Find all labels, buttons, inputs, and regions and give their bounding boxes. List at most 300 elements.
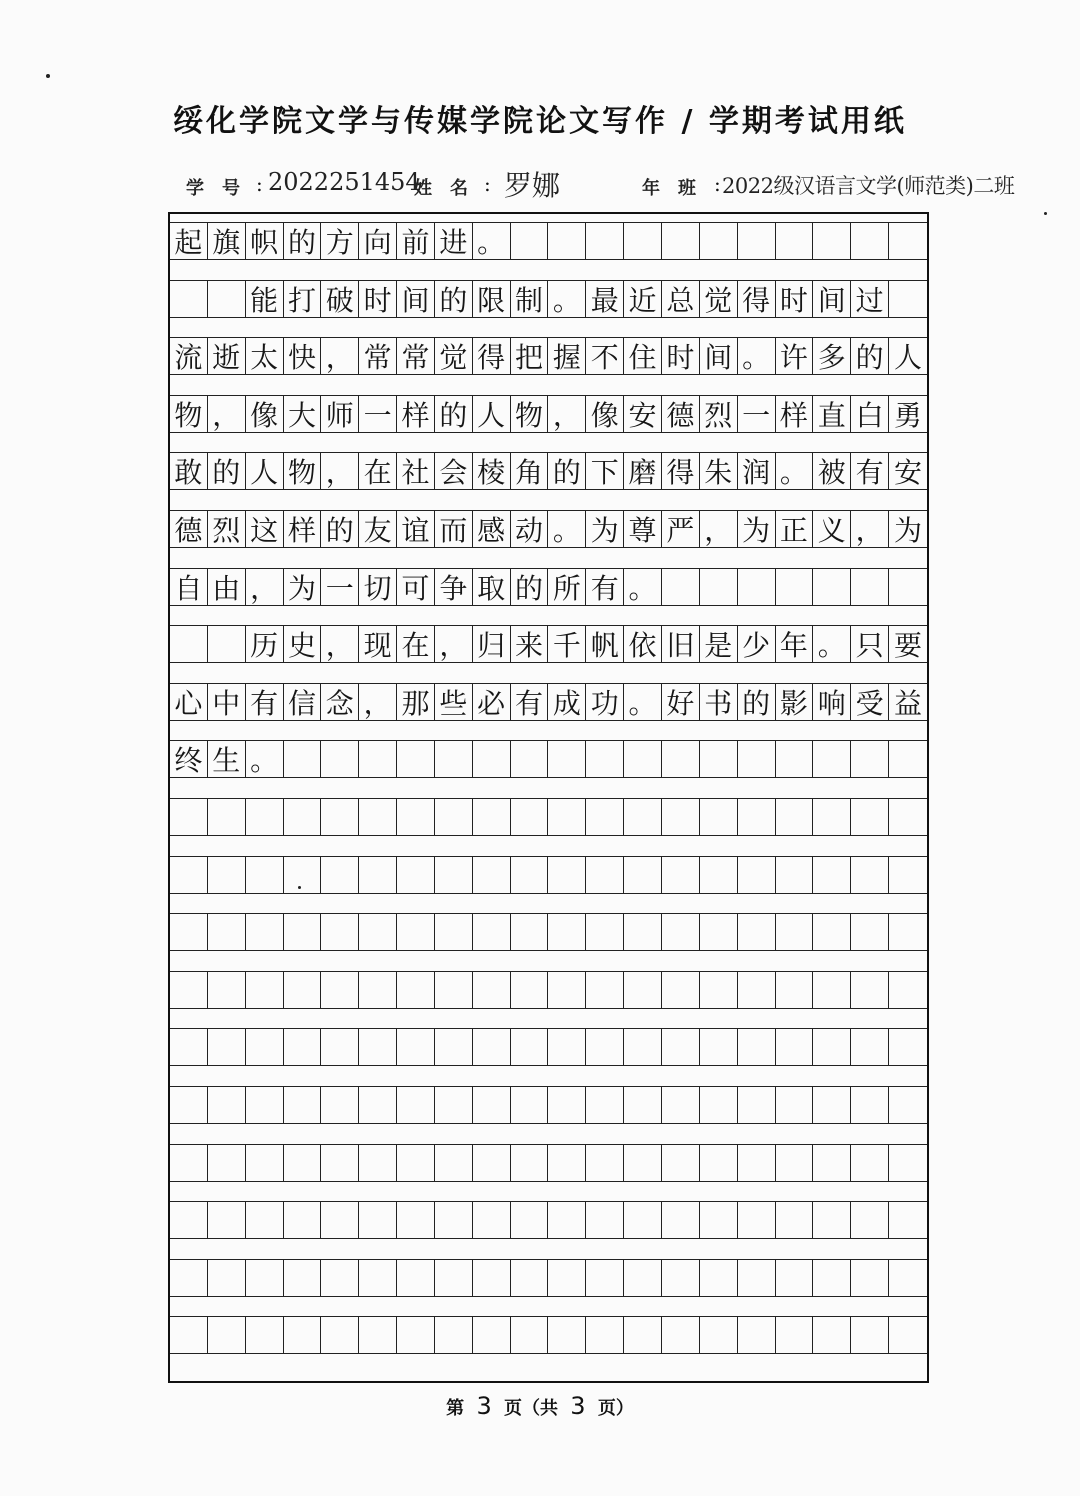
- grid-cell: [284, 1029, 322, 1065]
- grid-cell: [397, 914, 435, 950]
- grid-cell: [246, 914, 284, 950]
- grid-cell: [321, 1260, 359, 1296]
- grid-cell: [776, 223, 814, 259]
- grid-cell: 人: [473, 396, 511, 432]
- grid-cell: [246, 1145, 284, 1181]
- grid-cell: 多: [813, 338, 851, 374]
- grid-cell: 一: [321, 569, 359, 605]
- grid-cell: 一: [359, 396, 397, 432]
- grid-cell: [700, 1260, 738, 1296]
- grid-cell: 为: [586, 511, 624, 547]
- grid-cell: 方: [321, 223, 359, 259]
- grid-cell: 有: [511, 684, 549, 720]
- grid-cell: [776, 1260, 814, 1296]
- grid-cell: 德: [170, 511, 208, 547]
- page-number: 3: [476, 1392, 492, 1420]
- grid-cell: 信: [284, 684, 322, 720]
- grid-cell: [700, 569, 738, 605]
- grid-cell: [738, 799, 776, 835]
- grid-cell: [662, 914, 700, 950]
- grid-cell: [889, 799, 927, 835]
- grid-cell: [321, 972, 359, 1008]
- grid-cell: [851, 1317, 889, 1353]
- grid-cell: 些: [435, 684, 473, 720]
- grid-cell: 时: [359, 281, 397, 317]
- grid-cell: [321, 741, 359, 777]
- grid-cell: [284, 1087, 322, 1123]
- grid-cell: [851, 1029, 889, 1065]
- grid-cell: 千: [548, 626, 586, 662]
- grid-cell: [208, 1145, 246, 1181]
- grid-cell: [511, 1202, 549, 1238]
- grid-cell: 间: [813, 281, 851, 317]
- grid-cell: [397, 1202, 435, 1238]
- grid-cell: [776, 857, 814, 893]
- grid-cell: 样: [284, 511, 322, 547]
- grid-cell: [511, 1087, 549, 1123]
- grid-cell: [359, 799, 397, 835]
- grid-cell: 大: [284, 396, 322, 432]
- grid-row: [170, 1086, 927, 1124]
- grid-row: [170, 971, 927, 1009]
- grid-cell: [548, 972, 586, 1008]
- grid-cell: [851, 1202, 889, 1238]
- scan-speck: [46, 74, 50, 78]
- grid-cell: 尊: [624, 511, 662, 547]
- grid-cell: [738, 223, 776, 259]
- page-title: 绥化学院文学与传媒学院论文写作 / 学期考试用纸: [173, 104, 907, 139]
- grid-cell: [813, 857, 851, 893]
- grid-cell: 必: [473, 684, 511, 720]
- grid-cell: 把: [511, 338, 549, 374]
- grid-cell: [170, 626, 208, 662]
- grid-cell: [889, 857, 927, 893]
- grid-cell: 有: [246, 684, 284, 720]
- grid-cell: 能: [246, 281, 284, 317]
- grid-row: [170, 395, 927, 433]
- grid-cell: 安: [893, 456, 922, 490]
- grid-row: [170, 625, 927, 663]
- grid-cell: 旧: [662, 626, 700, 662]
- grid-cell: 心: [170, 684, 208, 720]
- name-value: 罗娜: [504, 169, 561, 202]
- grid-cell: [813, 1260, 851, 1296]
- grid-cell: [813, 972, 851, 1008]
- grid-cell: [397, 799, 435, 835]
- grid-cell: 好: [662, 684, 700, 720]
- grid-cell: [889, 569, 927, 605]
- grid-cell: [662, 857, 700, 893]
- grid-cell: 的: [511, 569, 549, 605]
- grid-cell: 在: [397, 626, 435, 662]
- grid-cell: 觉: [435, 338, 473, 374]
- colon: :: [714, 172, 721, 196]
- grid-cell: [473, 1260, 511, 1296]
- grid-cell: 制: [511, 281, 549, 317]
- grid-cell: [851, 223, 889, 259]
- grid-cell: [208, 1087, 246, 1123]
- grid-cell: [435, 1317, 473, 1353]
- grid-cell: 德: [662, 396, 700, 432]
- grid-cell: 自: [170, 569, 208, 605]
- grid-cell: [170, 1145, 208, 1181]
- grid-cell: [511, 1260, 549, 1296]
- grid-cell: [397, 972, 435, 1008]
- grid-cell: [586, 857, 624, 893]
- grid-cell: 。: [624, 569, 662, 605]
- grid-cell: [889, 1145, 927, 1181]
- grid-cell: [170, 914, 208, 950]
- grid-cell: 总: [662, 281, 700, 317]
- grid-cell: [586, 223, 624, 259]
- grid-cell: [321, 1029, 359, 1065]
- grid-cell: [738, 741, 776, 777]
- grid-cell: [889, 741, 927, 777]
- grid-cell: 历: [246, 626, 284, 662]
- grid-cell: [321, 1087, 359, 1123]
- grid-cell: [435, 1260, 473, 1296]
- grid-cell: 感: [473, 511, 511, 547]
- grid-row: [170, 740, 927, 778]
- grid-cell: [548, 223, 586, 259]
- grid-cell: [246, 1317, 284, 1353]
- grid-cell: 像: [586, 396, 624, 432]
- grid-cell: 只: [851, 626, 889, 662]
- grid-cell: [813, 1087, 851, 1123]
- student-id-value: 2022251454: [268, 168, 421, 196]
- grid-cell: 许: [776, 338, 814, 374]
- grid-cell: [624, 1317, 662, 1353]
- grid-cell: ，: [435, 626, 473, 662]
- grid-cell: [889, 1202, 927, 1238]
- grid-cell: [624, 857, 662, 893]
- grid-cell: 功: [586, 684, 624, 720]
- grid-cell: 帜: [246, 223, 284, 259]
- grid-cell: 常: [397, 338, 435, 374]
- grid-cell: [738, 857, 776, 893]
- grid-cell: [889, 1029, 927, 1065]
- grid-cell: [548, 741, 586, 777]
- grid-cell: 逝: [208, 338, 246, 374]
- grid-cell: 旗: [208, 223, 246, 259]
- grid-cell: [548, 1260, 586, 1296]
- grid-cell: [738, 972, 776, 1008]
- grid-row: [170, 510, 927, 548]
- grid-cell: 。: [738, 338, 776, 374]
- grid-cell: [662, 569, 700, 605]
- grid-cell: [851, 741, 889, 777]
- grid-cell: 常: [359, 338, 397, 374]
- grid-cell: [700, 1029, 738, 1065]
- grid-cell: 成: [548, 684, 586, 720]
- grid-cell: [284, 972, 322, 1008]
- grid-cell: 间: [397, 281, 435, 317]
- grid-cell: [813, 569, 851, 605]
- grid-cell: [511, 223, 549, 259]
- grid-cell: [473, 914, 511, 950]
- grid-cell: 在: [359, 453, 397, 489]
- grid-row: [170, 798, 927, 836]
- grid-cell: 谊: [397, 511, 435, 547]
- grid-cell: [511, 1145, 549, 1181]
- grid-cell: ，: [359, 684, 397, 720]
- grid-cell: 的: [548, 453, 586, 489]
- grid-cell: [208, 626, 246, 662]
- grid-cell: 少: [738, 626, 776, 662]
- grid-cell: 义: [813, 511, 851, 547]
- grid-cell: [776, 1029, 814, 1065]
- grid-cell: [208, 1317, 246, 1353]
- class-value: 2022级汉语言文学(师范类)二班: [722, 174, 1015, 198]
- grid-cell: 中: [208, 684, 246, 720]
- grid-row: [170, 1259, 927, 1297]
- grid-cell: [435, 972, 473, 1008]
- page-footer: [0, 1392, 1080, 1420]
- grid-cell: 样: [397, 396, 435, 432]
- grid-cell: 书: [700, 684, 738, 720]
- grid-cell: 物: [170, 396, 208, 432]
- grid-cell: [170, 1317, 208, 1353]
- grid-cell: 为: [738, 511, 776, 547]
- grid-cell: [359, 857, 397, 893]
- grid-cell: [435, 914, 473, 950]
- grid-cell: 帆: [586, 626, 624, 662]
- grid-cell: [776, 972, 814, 1008]
- grid-cell: 向: [359, 223, 397, 259]
- grid-cell: [586, 1029, 624, 1065]
- grid-cell: 要: [893, 629, 922, 663]
- grid-cell: 样: [776, 396, 814, 432]
- grid-cell: [662, 1260, 700, 1296]
- grid-cell: [473, 799, 511, 835]
- grid-cell: 。: [473, 223, 511, 259]
- grid-cell: [435, 1029, 473, 1065]
- grid-cell: [624, 741, 662, 777]
- grid-cell: ，: [321, 453, 359, 489]
- grid-cell: 动: [511, 511, 549, 547]
- grid-cell: [359, 1029, 397, 1065]
- grid-cell: 生: [208, 741, 246, 777]
- grid-cell: [700, 223, 738, 259]
- grid-cell: [284, 1145, 322, 1181]
- grid-cell: [851, 799, 889, 835]
- grid-cell: 打: [284, 281, 322, 317]
- grid-cell: [511, 799, 549, 835]
- grid-cell: [700, 972, 738, 1008]
- grid-cell: [662, 972, 700, 1008]
- grid-cell: 进: [435, 223, 473, 259]
- grid-cell: [813, 914, 851, 950]
- grid-cell: [548, 1145, 586, 1181]
- grid-cell: [662, 1317, 700, 1353]
- grid-cell: [473, 741, 511, 777]
- grid-cell: [700, 1317, 738, 1353]
- grid-cell: [624, 1087, 662, 1123]
- name-label: 姓名: [414, 178, 486, 199]
- grid-cell: 角: [511, 453, 549, 489]
- grid-cell: 有: [851, 453, 889, 489]
- grid-cell: 被: [813, 453, 851, 489]
- grid-cell: [284, 799, 322, 835]
- grid-row: [170, 683, 927, 721]
- grid-cell: [776, 1087, 814, 1123]
- grid-cell: 。: [776, 453, 814, 489]
- grid-cell: [586, 972, 624, 1008]
- grid-row: [170, 337, 927, 375]
- grid-cell: 归: [473, 626, 511, 662]
- grid-cell: [473, 857, 511, 893]
- grid-cell: [738, 1202, 776, 1238]
- grid-cell: 的: [435, 396, 473, 432]
- grid-cell: 年: [776, 626, 814, 662]
- grid-cell: [321, 914, 359, 950]
- grid-cell: [776, 569, 814, 605]
- grid-cell: 可: [397, 569, 435, 605]
- grid-cell: [851, 569, 889, 605]
- grid-cell: [321, 1317, 359, 1353]
- grid-cell: [700, 1202, 738, 1238]
- grid-cell: 益: [893, 686, 922, 720]
- grid-cell: [851, 972, 889, 1008]
- grid-cell: [700, 741, 738, 777]
- grid-row: [170, 568, 927, 606]
- grid-cell: [473, 1145, 511, 1181]
- colon: :: [484, 172, 491, 196]
- essay-grid: [168, 212, 929, 1383]
- grid-cell: [170, 857, 208, 893]
- grid-cell: [851, 1260, 889, 1296]
- grid-cell: [435, 857, 473, 893]
- grid-cell: [397, 1029, 435, 1065]
- grid-cell: 一: [738, 396, 776, 432]
- grid-cell: [738, 569, 776, 605]
- grid-cell: [208, 799, 246, 835]
- total-pages: 3: [570, 1392, 586, 1420]
- grid-cell: [359, 1202, 397, 1238]
- grid-cell: 最: [586, 281, 624, 317]
- grid-cell: [170, 972, 208, 1008]
- grid-cell: [435, 1087, 473, 1123]
- grid-cell: [321, 1202, 359, 1238]
- grid-cell: [246, 1260, 284, 1296]
- grid-cell: ，: [246, 569, 284, 605]
- grid-cell: 勇: [893, 398, 922, 432]
- grid-cell: [813, 799, 851, 835]
- grid-cell: [851, 914, 889, 950]
- grid-cell: [586, 914, 624, 950]
- grid-cell: 破: [321, 281, 359, 317]
- grid-cell: [208, 972, 246, 1008]
- grid-cell: [624, 1260, 662, 1296]
- grid-cell: [284, 1317, 322, 1353]
- grid-cell: [359, 741, 397, 777]
- grid-cell: [548, 1087, 586, 1123]
- grid-cell: 得: [662, 453, 700, 489]
- grid-cell: [473, 1202, 511, 1238]
- grid-cell: [208, 914, 246, 950]
- grid-cell: [435, 1145, 473, 1181]
- grid-cell: [321, 1145, 359, 1181]
- grid-cell: [624, 1029, 662, 1065]
- grid-row: [170, 1201, 927, 1239]
- grid-cell: 。: [624, 684, 662, 720]
- grid-cell: 的: [738, 684, 776, 720]
- grid-cell: [776, 914, 814, 950]
- student-id-label: 学号: [186, 178, 258, 199]
- grid-cell: ，: [548, 396, 586, 432]
- grid-cell: 来: [511, 626, 549, 662]
- grid-cell: 人: [246, 453, 284, 489]
- grid-cell: 棱: [473, 453, 511, 489]
- scan-speck: [1044, 212, 1047, 215]
- grid-cell: [586, 741, 624, 777]
- grid-cell: 烈: [208, 511, 246, 547]
- grid-cell: 那: [397, 684, 435, 720]
- grid-cell: 太: [246, 338, 284, 374]
- grid-cell: [397, 857, 435, 893]
- grid-cell: 直: [813, 396, 851, 432]
- grid-cell: 念: [321, 684, 359, 720]
- grid-cell: 为: [284, 569, 322, 605]
- grid-cell: [359, 1317, 397, 1353]
- grid-cell: 时: [662, 338, 700, 374]
- grid-cell: 间: [700, 338, 738, 374]
- grid-cell: [586, 1145, 624, 1181]
- grid-cell: [776, 1202, 814, 1238]
- grid-cell: 。: [548, 281, 586, 317]
- grid-cell: 切: [359, 569, 397, 605]
- grid-cell: [359, 1260, 397, 1296]
- grid-row: [170, 856, 927, 894]
- grid-cell: [435, 1202, 473, 1238]
- grid-cell: 觉: [700, 281, 738, 317]
- grid-cell: [586, 1202, 624, 1238]
- grid-cell: [435, 741, 473, 777]
- grid-cell: [851, 1145, 889, 1181]
- grid-cell: [321, 857, 359, 893]
- grid-cell: [889, 1317, 927, 1353]
- colon: :: [256, 172, 263, 196]
- grid-cell: [662, 1029, 700, 1065]
- grid-cell: [208, 281, 246, 317]
- grid-cell: 得: [473, 338, 511, 374]
- grid-cell: 。: [246, 741, 284, 777]
- grid-cell: 握: [548, 338, 586, 374]
- grid-cell: 。: [813, 626, 851, 662]
- grid-cell: 烈: [700, 396, 738, 432]
- grid-cell: 物: [511, 396, 549, 432]
- grid-cell: [586, 799, 624, 835]
- grid-cell: [548, 857, 586, 893]
- grid-cell: [776, 799, 814, 835]
- grid-cell: 友: [359, 511, 397, 547]
- grid-cell: 快: [284, 338, 322, 374]
- grid-cell: [662, 741, 700, 777]
- grid-cell: [889, 223, 927, 259]
- grid-cell: 人: [893, 341, 922, 375]
- grid-cell: 现: [359, 626, 397, 662]
- grid-cell: [624, 972, 662, 1008]
- grid-cell: [511, 1029, 549, 1065]
- grid-cell: [662, 1087, 700, 1123]
- grid-cell: [776, 741, 814, 777]
- grid-cell: [548, 1317, 586, 1353]
- grid-cell: [284, 741, 322, 777]
- grid-cell: [246, 1087, 284, 1123]
- grid-cell: [700, 799, 738, 835]
- grid-cell: ，: [321, 626, 359, 662]
- grid-cell: [359, 972, 397, 1008]
